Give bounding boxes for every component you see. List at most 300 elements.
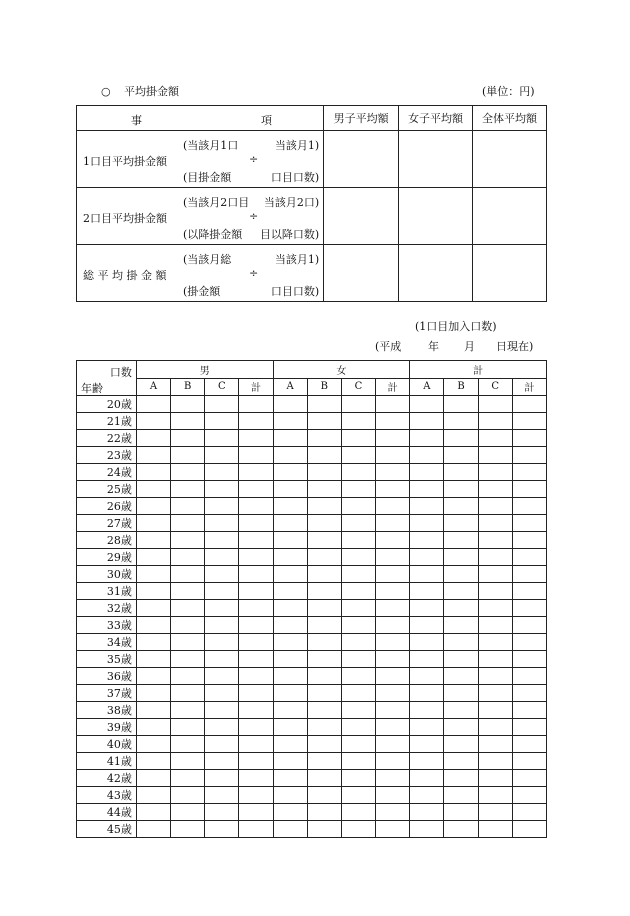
count-cell bbox=[136, 396, 170, 413]
group-header-row bbox=[77, 361, 547, 379]
count-cell bbox=[444, 413, 478, 430]
bullet-circle: ○ bbox=[101, 85, 111, 98]
count-cell bbox=[376, 702, 410, 719]
count-cell bbox=[341, 804, 375, 821]
male-value-cell bbox=[324, 188, 399, 245]
count-cell bbox=[273, 515, 307, 532]
count-cell bbox=[444, 583, 478, 600]
count-cell bbox=[478, 617, 512, 634]
count-cell bbox=[376, 583, 410, 600]
count-cell bbox=[341, 753, 375, 770]
age-row bbox=[77, 498, 547, 515]
count-cell bbox=[239, 396, 273, 413]
age-row bbox=[77, 804, 547, 821]
age-row bbox=[77, 617, 547, 634]
count-cell bbox=[136, 549, 170, 566]
count-cell bbox=[478, 515, 512, 532]
count-cell bbox=[444, 498, 478, 515]
count-cell bbox=[444, 464, 478, 481]
count-cell bbox=[478, 396, 512, 413]
count-cell bbox=[341, 498, 375, 515]
count-cell bbox=[376, 770, 410, 787]
count-cell bbox=[410, 549, 444, 566]
count-cell bbox=[410, 464, 444, 481]
age-row bbox=[77, 702, 547, 719]
count-cell bbox=[273, 481, 307, 498]
denominator-right: 口目口数) bbox=[270, 171, 320, 184]
count-cell bbox=[307, 719, 341, 736]
count-cell bbox=[341, 430, 375, 447]
count-cell bbox=[376, 396, 410, 413]
count-cell bbox=[444, 396, 478, 413]
age-label: 27歳 bbox=[77, 515, 137, 532]
count-cell bbox=[239, 685, 273, 702]
age-label: 42歳 bbox=[77, 770, 137, 787]
count-cell bbox=[410, 583, 444, 600]
count-cell bbox=[512, 634, 546, 651]
male-value-cell bbox=[324, 245, 399, 302]
count-cell bbox=[376, 515, 410, 532]
count-cell bbox=[444, 821, 478, 838]
section-title: 平均掛金額 bbox=[124, 85, 179, 98]
count-cell bbox=[136, 481, 170, 498]
count-cell bbox=[444, 634, 478, 651]
count-cell bbox=[205, 532, 239, 549]
age-label: 36歳 bbox=[77, 668, 137, 685]
count-cell bbox=[239, 600, 273, 617]
count-cell bbox=[136, 736, 170, 753]
count-cell bbox=[205, 447, 239, 464]
age-label: 25歳 bbox=[77, 481, 137, 498]
subcolumn-header: 計 bbox=[512, 378, 546, 396]
count-cell bbox=[341, 685, 375, 702]
count-cell bbox=[205, 651, 239, 668]
count-cell bbox=[205, 821, 239, 838]
count-cell bbox=[205, 770, 239, 787]
count-cell bbox=[376, 617, 410, 634]
corner-cell bbox=[77, 361, 137, 396]
age-label: 40歳 bbox=[77, 736, 137, 753]
count-cell bbox=[273, 549, 307, 566]
date-month: 月 bbox=[464, 340, 475, 353]
count-cell bbox=[136, 753, 170, 770]
count-cell bbox=[205, 617, 239, 634]
count-cell bbox=[512, 753, 546, 770]
count-cell bbox=[478, 702, 512, 719]
corner-bottom-label: 年齢 bbox=[81, 382, 103, 395]
count-cell bbox=[478, 447, 512, 464]
count-cell bbox=[478, 549, 512, 566]
count-cell bbox=[307, 498, 341, 515]
count-cell bbox=[341, 787, 375, 804]
age-label: 21歳 bbox=[77, 413, 137, 430]
count-cell bbox=[273, 770, 307, 787]
age-label: 41歳 bbox=[77, 753, 137, 770]
denominator-left: (以降掛金額 bbox=[183, 228, 243, 241]
header-item-left: 事 bbox=[131, 114, 142, 127]
count-cell bbox=[512, 583, 546, 600]
count-cell bbox=[512, 566, 546, 583]
count-cell bbox=[478, 583, 512, 600]
count-cell bbox=[341, 481, 375, 498]
count-cell bbox=[376, 787, 410, 804]
count-cell bbox=[136, 583, 170, 600]
count-cell bbox=[376, 430, 410, 447]
count-cell bbox=[341, 413, 375, 430]
count-cell bbox=[171, 549, 205, 566]
count-cell bbox=[478, 770, 512, 787]
count-cell bbox=[205, 736, 239, 753]
count-cell bbox=[136, 787, 170, 804]
count-cell bbox=[273, 719, 307, 736]
count-cell bbox=[410, 753, 444, 770]
count-cell bbox=[307, 464, 341, 481]
count-cell bbox=[341, 702, 375, 719]
count-cell bbox=[136, 515, 170, 532]
count-cell bbox=[444, 668, 478, 685]
age-row bbox=[77, 464, 547, 481]
count-cell bbox=[512, 736, 546, 753]
count-cell bbox=[376, 413, 410, 430]
age-row bbox=[77, 566, 547, 583]
subcolumn-header: B bbox=[171, 378, 205, 396]
count-cell bbox=[136, 804, 170, 821]
count-cell bbox=[171, 804, 205, 821]
subcolumn-header: 計 bbox=[376, 378, 410, 396]
count-cell bbox=[171, 430, 205, 447]
count-cell bbox=[410, 736, 444, 753]
age-label: 28歳 bbox=[77, 532, 137, 549]
count-cell bbox=[410, 668, 444, 685]
count-cell bbox=[273, 600, 307, 617]
count-cell bbox=[478, 685, 512, 702]
count-cell bbox=[478, 634, 512, 651]
count-cell bbox=[205, 396, 239, 413]
count-cell bbox=[410, 787, 444, 804]
count-cell bbox=[410, 396, 444, 413]
subcolumn-header: B bbox=[444, 378, 478, 396]
count-cell bbox=[307, 702, 341, 719]
count-cell bbox=[205, 430, 239, 447]
count-cell bbox=[205, 413, 239, 430]
count-cell bbox=[136, 600, 170, 617]
count-cell bbox=[273, 651, 307, 668]
count-cell bbox=[239, 770, 273, 787]
count-cell bbox=[171, 753, 205, 770]
age-label: 37歳 bbox=[77, 685, 137, 702]
count-cell bbox=[307, 515, 341, 532]
date-day: 日現在) bbox=[496, 340, 534, 353]
count-cell bbox=[205, 753, 239, 770]
age-label: 26歳 bbox=[77, 498, 137, 515]
count-cell bbox=[444, 753, 478, 770]
count-cell bbox=[307, 617, 341, 634]
count-cell bbox=[171, 464, 205, 481]
count-cell bbox=[512, 532, 546, 549]
header-total-average: 全体平均額 bbox=[473, 106, 547, 131]
subcolumn-header: B bbox=[307, 378, 341, 396]
age-row bbox=[77, 583, 547, 600]
count-cell bbox=[341, 719, 375, 736]
count-cell bbox=[444, 651, 478, 668]
age-row bbox=[77, 600, 547, 617]
count-cell bbox=[444, 532, 478, 549]
female-value-cell bbox=[399, 245, 473, 302]
total-value-cell bbox=[473, 188, 547, 245]
count-cell bbox=[273, 430, 307, 447]
count-cell bbox=[512, 600, 546, 617]
count-cell bbox=[478, 566, 512, 583]
count-cell bbox=[376, 651, 410, 668]
count-cell bbox=[478, 719, 512, 736]
date-open: (平成 bbox=[375, 340, 402, 353]
age-row bbox=[77, 668, 547, 685]
age-label: 29歳 bbox=[77, 549, 137, 566]
count-cell bbox=[410, 821, 444, 838]
age-label: 32歳 bbox=[77, 600, 137, 617]
count-cell bbox=[376, 668, 410, 685]
count-cell bbox=[205, 668, 239, 685]
age-label: 33歳 bbox=[77, 617, 137, 634]
count-cell bbox=[205, 702, 239, 719]
denominator-left: (掛金額 bbox=[183, 285, 221, 298]
row-second-unit bbox=[77, 188, 547, 245]
count-cell bbox=[171, 515, 205, 532]
count-cell bbox=[171, 566, 205, 583]
age-label: 39歳 bbox=[77, 719, 137, 736]
count-cell bbox=[273, 702, 307, 719]
count-cell bbox=[478, 821, 512, 838]
count-cell bbox=[512, 396, 546, 413]
row-label: 2口目平均掛金額 bbox=[83, 212, 167, 225]
count-cell bbox=[341, 515, 375, 532]
count-cell bbox=[273, 583, 307, 600]
count-cell bbox=[341, 770, 375, 787]
count-cell bbox=[376, 447, 410, 464]
count-cell bbox=[171, 617, 205, 634]
count-cell bbox=[273, 634, 307, 651]
count-cell bbox=[410, 532, 444, 549]
count-cell bbox=[410, 634, 444, 651]
age-label: 23歳 bbox=[77, 447, 137, 464]
count-cell bbox=[376, 549, 410, 566]
count-cell bbox=[205, 464, 239, 481]
age-row bbox=[77, 770, 547, 787]
count-cell bbox=[444, 617, 478, 634]
count-cell bbox=[307, 804, 341, 821]
age-label: 31歳 bbox=[77, 583, 137, 600]
count-cell bbox=[410, 430, 444, 447]
count-cell bbox=[171, 481, 205, 498]
count-cell bbox=[205, 600, 239, 617]
count-cell bbox=[171, 736, 205, 753]
count-cell bbox=[307, 651, 341, 668]
count-cell bbox=[171, 821, 205, 838]
count-cell bbox=[410, 515, 444, 532]
count-cell bbox=[410, 719, 444, 736]
count-cell bbox=[444, 685, 478, 702]
count-cell bbox=[239, 515, 273, 532]
count-cell bbox=[512, 447, 546, 464]
count-cell bbox=[307, 447, 341, 464]
count-cell bbox=[478, 753, 512, 770]
age-row bbox=[77, 787, 547, 804]
count-cell bbox=[512, 430, 546, 447]
subcolumn-header: 計 bbox=[239, 378, 273, 396]
age-row bbox=[77, 651, 547, 668]
count-cell bbox=[512, 481, 546, 498]
age-row bbox=[77, 719, 547, 736]
numerator-right: 当該月1) bbox=[274, 139, 320, 152]
age-row bbox=[77, 736, 547, 753]
numerator-left: (当該月2口目 bbox=[183, 196, 250, 209]
count-cell bbox=[239, 481, 273, 498]
count-cell bbox=[171, 498, 205, 515]
count-cell bbox=[478, 464, 512, 481]
count-cell bbox=[205, 787, 239, 804]
count-cell bbox=[307, 600, 341, 617]
count-cell bbox=[341, 532, 375, 549]
count-cell bbox=[376, 481, 410, 498]
age-label: 22歳 bbox=[77, 430, 137, 447]
count-cell bbox=[512, 651, 546, 668]
count-cell bbox=[376, 464, 410, 481]
count-cell bbox=[239, 787, 273, 804]
count-cell bbox=[136, 634, 170, 651]
count-cell bbox=[376, 736, 410, 753]
male-value-cell bbox=[324, 131, 399, 188]
count-cell bbox=[136, 566, 170, 583]
count-cell bbox=[376, 804, 410, 821]
count-cell bbox=[239, 634, 273, 651]
item-cell bbox=[77, 131, 324, 188]
divide-sign: ÷ bbox=[249, 210, 259, 223]
count-cell bbox=[239, 651, 273, 668]
count-cell bbox=[444, 549, 478, 566]
count-cell bbox=[444, 804, 478, 821]
count-cell bbox=[239, 753, 273, 770]
count-cell bbox=[444, 787, 478, 804]
count-cell bbox=[444, 481, 478, 498]
count-cell bbox=[273, 787, 307, 804]
count-cell bbox=[273, 396, 307, 413]
count-cell bbox=[273, 753, 307, 770]
count-cell bbox=[512, 617, 546, 634]
subcolumn-header: A bbox=[410, 378, 444, 396]
header-female-average: 女子平均額 bbox=[399, 106, 473, 131]
subcolumn-header-row bbox=[77, 378, 547, 396]
count-cell bbox=[239, 821, 273, 838]
age-row bbox=[77, 634, 547, 651]
count-cell bbox=[307, 413, 341, 430]
count-cell bbox=[171, 532, 205, 549]
count-cell bbox=[171, 634, 205, 651]
age-label: 30歳 bbox=[77, 566, 137, 583]
subcolumn-header: C bbox=[341, 378, 375, 396]
count-cell bbox=[512, 549, 546, 566]
denominator-right: 口目口数) bbox=[270, 285, 320, 298]
count-cell bbox=[205, 583, 239, 600]
group-female: 女 bbox=[273, 361, 410, 379]
count-cell bbox=[273, 668, 307, 685]
age-label: 43歳 bbox=[77, 787, 137, 804]
count-cell bbox=[136, 430, 170, 447]
count-cell bbox=[512, 821, 546, 838]
count-cell bbox=[444, 736, 478, 753]
age-row bbox=[77, 481, 547, 498]
count-cell bbox=[307, 821, 341, 838]
count-cell bbox=[410, 481, 444, 498]
count-cell bbox=[136, 617, 170, 634]
subcolumn-header: C bbox=[478, 378, 512, 396]
count-cell bbox=[444, 600, 478, 617]
count-cell bbox=[171, 447, 205, 464]
total-value-cell bbox=[473, 245, 547, 302]
count-cell bbox=[239, 736, 273, 753]
count-cell bbox=[136, 498, 170, 515]
numerator-right: 当該月2口) bbox=[263, 196, 320, 209]
count-cell bbox=[239, 617, 273, 634]
count-cell bbox=[307, 549, 341, 566]
count-cell bbox=[512, 804, 546, 821]
count-cell bbox=[341, 464, 375, 481]
item-cell bbox=[77, 245, 324, 302]
age-label: 34歳 bbox=[77, 634, 137, 651]
count-cell bbox=[410, 617, 444, 634]
count-cell bbox=[273, 821, 307, 838]
count-cell bbox=[341, 617, 375, 634]
count-cell bbox=[478, 600, 512, 617]
age-label: 44歳 bbox=[77, 804, 137, 821]
count-cell bbox=[512, 770, 546, 787]
count-cell bbox=[273, 532, 307, 549]
count-cell bbox=[239, 447, 273, 464]
count-cell bbox=[307, 532, 341, 549]
age-label: 35歳 bbox=[77, 651, 137, 668]
count-cell bbox=[376, 685, 410, 702]
count-cell bbox=[171, 787, 205, 804]
count-cell bbox=[376, 753, 410, 770]
count-cell bbox=[205, 515, 239, 532]
count-cell bbox=[410, 566, 444, 583]
count-cell bbox=[410, 498, 444, 515]
count-cell bbox=[205, 549, 239, 566]
count-cell bbox=[273, 413, 307, 430]
count-cell bbox=[410, 651, 444, 668]
count-cell bbox=[512, 515, 546, 532]
count-cell bbox=[478, 413, 512, 430]
count-cell bbox=[205, 481, 239, 498]
count-caption: (1口目加入口数) bbox=[415, 320, 497, 333]
count-cell bbox=[478, 668, 512, 685]
row-label: 総 平 均 掛 金 額 bbox=[83, 269, 167, 282]
age-row bbox=[77, 753, 547, 770]
count-cell bbox=[307, 396, 341, 413]
count-cell bbox=[239, 464, 273, 481]
age-row bbox=[77, 532, 547, 549]
count-cell bbox=[341, 634, 375, 651]
subcolumn-header: C bbox=[205, 378, 239, 396]
count-cell bbox=[273, 447, 307, 464]
age-label: 38歳 bbox=[77, 702, 137, 719]
count-cell bbox=[512, 413, 546, 430]
table-header-row bbox=[77, 106, 547, 131]
count-cell bbox=[478, 736, 512, 753]
count-cell bbox=[239, 583, 273, 600]
age-row bbox=[77, 549, 547, 566]
count-cell bbox=[171, 651, 205, 668]
count-cell bbox=[171, 770, 205, 787]
